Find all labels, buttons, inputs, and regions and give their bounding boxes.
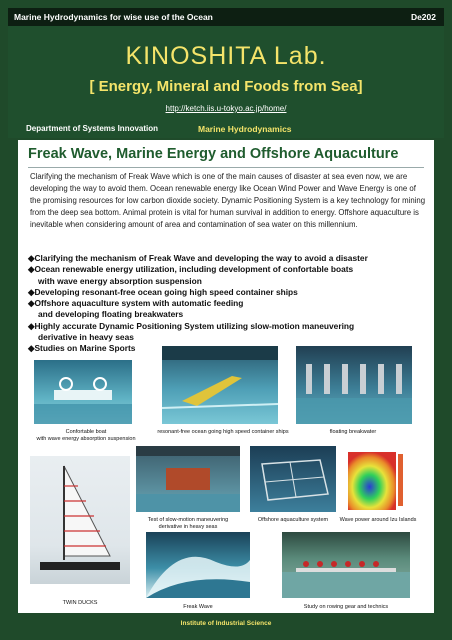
model-ship-test-image xyxy=(136,446,240,512)
fish-cage-image xyxy=(250,446,336,512)
lab-url-link[interactable]: http://ketch.iis.u-tokyo.ac.jp/home/ xyxy=(165,104,287,113)
freak-wave-image xyxy=(146,532,250,598)
photo-caption: floating breakwater xyxy=(329,429,377,435)
bullet-item: ◆Offshore aquaculture system with automatic feeding xyxy=(28,298,244,309)
intro-paragraph: Clarifying the mechanism of Freak Wave which is one of the main causes of disaster at sea even now, we are developing the way to avoid them. Ocean renewable energy like Ocean Wind Power and Wave Energy is one of the promising resources for low carbon dioxide society. Dynamic Positioning System is a key technology for mining from the deep sea bottom. Animal protein is vital for human survival in addition to energy. Offshore aquaculture is inevitable when considering amount of area and contamination of sea water on this millennium. xyxy=(30,172,426,229)
section-title: Freak Wave, Marine Energy and Offshore Aquaculture xyxy=(28,146,399,162)
photo-freak-wave xyxy=(146,532,250,598)
photo-comfortable-boat xyxy=(34,360,132,424)
lab-title: KINOSHITA Lab. xyxy=(125,42,327,70)
group-label: Marine Hydrodynamics xyxy=(198,124,292,134)
photo-floating-breakwater xyxy=(296,346,412,424)
content-panel xyxy=(18,140,434,613)
bullet-item-continuation: derivative in heavy seas xyxy=(38,332,134,343)
lab-subtitle: [ Energy, Mineral and Foods from Sea] xyxy=(89,78,363,95)
photo-aquaculture xyxy=(250,446,336,512)
wave-tank-image xyxy=(162,346,278,424)
breakwater-image xyxy=(296,346,412,424)
photo-caption: Study on rowing gear and technics xyxy=(303,604,389,610)
bullet-item: ◆Clarifying the mechanism of Freak Wave and developing the way to avoid a disaster xyxy=(28,253,368,263)
photo-twin-ducks xyxy=(30,456,130,584)
wave-power-heatmap xyxy=(344,444,406,514)
bullet-item: ◆Developing resonant-free ocean going high speed container ships xyxy=(28,286,298,297)
photo-rowing xyxy=(282,532,410,598)
bullet-item: ◆Studies on Marine Sports xyxy=(28,343,136,354)
photo-caption: Offshore aquaculture system xyxy=(257,517,329,523)
photo-caption: TWIN DUCKS xyxy=(62,600,98,606)
header xyxy=(8,26,444,138)
department-label: Department of Systems Innovation xyxy=(26,124,159,133)
bullet-item: ◆Ocean renewable energy utilization, including development of confortable boats xyxy=(28,264,354,275)
bullet-item-continuation: with wave energy absorption suspension xyxy=(38,275,202,286)
photo-caption: Wave power around Izu Islands xyxy=(339,517,417,523)
photo-wave-power-map xyxy=(344,444,406,514)
photo-container-ship xyxy=(162,346,278,424)
bullet-item: ◆Highly accurate Dynamic Positioning System utilizing slow-motion maneuvering xyxy=(28,320,355,331)
top-bar-tagline: Marine Hydrodynamics for wise use of the Ocean xyxy=(14,12,213,22)
bullet-item-continuation: and developing floating breakwaters xyxy=(38,309,184,320)
photo-caption: Test of slow-motion maneuvering derivative in heavy seas xyxy=(147,517,229,530)
rowing-boat-image xyxy=(282,532,410,598)
photo-caption: Confortable boat with wave energy absorption suspension xyxy=(36,429,136,442)
bullet-list xyxy=(28,253,428,355)
top-bar xyxy=(8,8,444,26)
photo-caption: Freak Wave xyxy=(183,604,213,610)
sailboat-image xyxy=(30,456,130,584)
divider xyxy=(28,167,424,168)
poster-code: De202 xyxy=(410,12,436,22)
photo-maneuvering-test xyxy=(136,446,240,512)
footer-institute: Institute of Industrial Science xyxy=(180,620,272,627)
photo-caption: resonant-free ocean going high speed container ships xyxy=(157,429,289,435)
boat-model-image xyxy=(34,360,132,424)
